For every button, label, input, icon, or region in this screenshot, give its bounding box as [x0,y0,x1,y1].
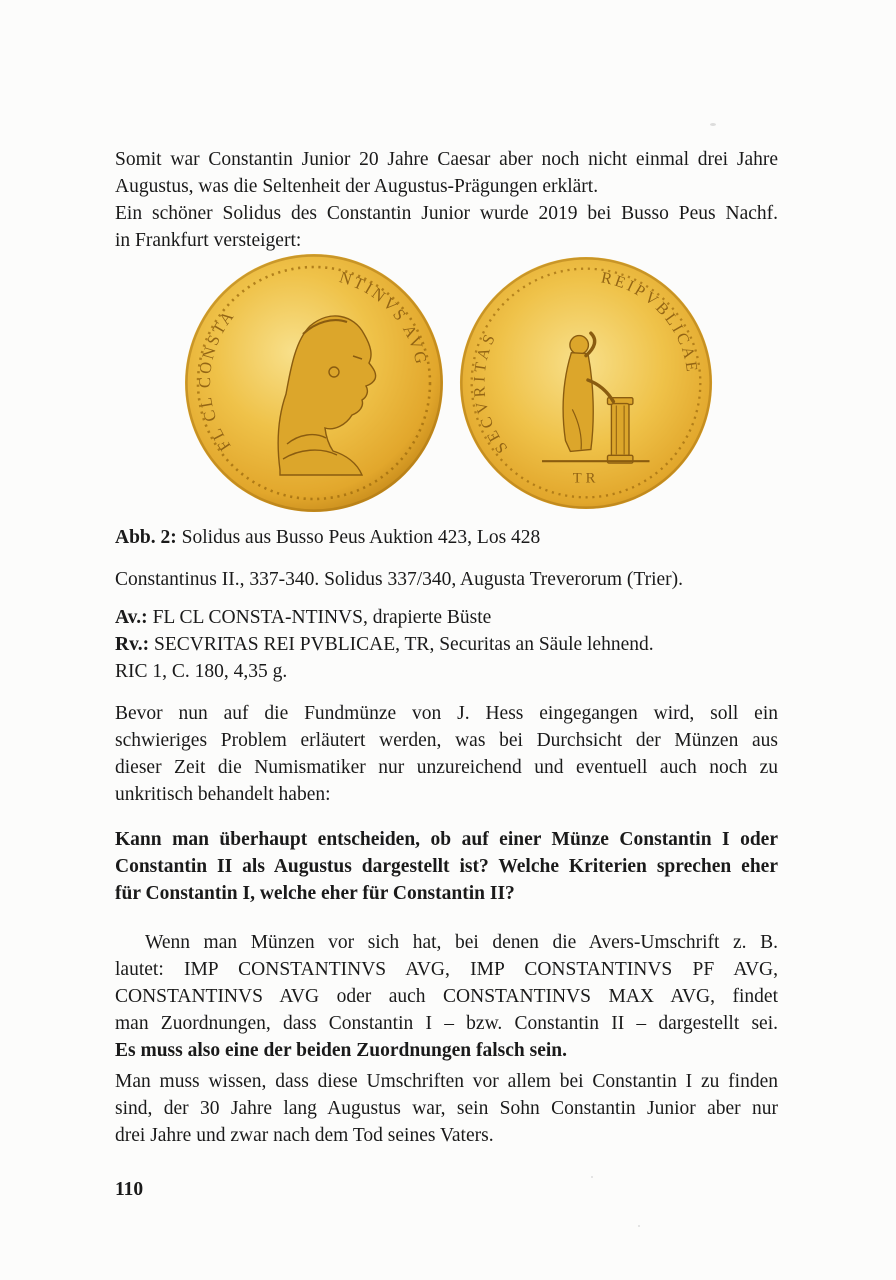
coin-description [115,566,778,593]
paragraph-question [115,826,778,907]
figure-head [570,336,589,355]
obverse-legend-right: NTINVS AVG [337,267,432,368]
caption-line [115,631,778,658]
text-line: für Constantin I, welche eher für Constantin II? [115,883,515,904]
text-line: Ein schöner Solidus des Constantin Junior wurde 2019 bei Busso Peus Nachf. [115,203,778,224]
text-line: CONSTANTINVS AVG oder auch CONSTANTINVS MAX AVG, findet [115,986,778,1007]
caption-line: RIC 1, C. 180, 4,35 g. [115,661,288,682]
text-line: unkritisch behandelt haben: [115,784,331,805]
text-line: drei Jahre und zwar nach dem Tod seines Vaters. [115,1125,494,1146]
text-line: lautet: IMP CONSTANTINVS AVG, IMP CONSTANTINVS PF AVG, [115,959,778,980]
text-line: Wenn man Münzen vor sich hat, bei denen die Avers-Umschrift z. B. [145,932,778,953]
text-line: dieser Zeit die Numismatiker nur unzureichend und eventuell auch noch zu [115,757,778,778]
coin-reverse-image [457,255,715,511]
rv-label: Rv.: [115,634,150,655]
text-line: Bevor nun auf die Fundmünze von J. Hess eingegangen wird, soll ein [115,703,778,724]
caption-abb-text: Solidus aus Busso Peus Auktion 423, Los 428 [176,527,541,548]
scan-speck [710,123,716,126]
text-line-bold: Es muss also eine der beiden Zuordnungen falsch sein. [115,1040,568,1061]
mintmark-exergue: TR [572,470,600,487]
text-line: in Frankfurt versteigert: [115,230,302,251]
reverse-legend-left: SECVRITAS [471,328,512,457]
caption-line [115,524,778,551]
text-line: man Zuordnungen, dass Constantin I – bzw. Constantin II – dargestellt sei. [115,1013,778,1034]
coin-obverse-image [183,252,445,514]
reverse-legend-right: REIPVBLICAE [599,269,701,376]
obverse-legend-left: FL CL CONSTA [194,305,239,455]
text-line: Kann man überhaupt entscheiden, ob auf einer Münze Constantin I oder [115,829,778,850]
page-number-text: 110 [115,1179,144,1200]
scan-speck [638,1225,640,1227]
caption-abb-label: Abb. 2: [115,527,177,548]
coin-legend-description [115,604,778,685]
av-label: Av.: [115,607,148,628]
caption-line: Constantinus II., 337-340. Solidus 337/340, Augusta Treverorum (Trier). [115,569,684,590]
text-line: sind, der 30 Jahre lang Augustus war, sein Sohn Constantin Junior aber nur [115,1098,778,1119]
rv-text: SECVRITAS REI PVBLICAE, TR, Securitas an Säule lehnend. [149,634,654,655]
text-line: Constantin II als Augustus dargestellt ist? Welche Kriterien sprechen eher [115,856,778,877]
av-text: FL CL CONSTA-NTINVS, drapierte Büste [147,607,492,628]
text-line: Man muss wissen, dass diese Umschriften vor allem bei Constantin I zu finden [115,1071,778,1092]
figure-body [563,353,593,452]
text-line: Somit war Constantin Junior 20 Jahre Caesar aber noch nicht einmal drei Jahre [115,149,778,170]
paragraph-wenn [115,929,778,1064]
scan-speck [591,1176,593,1178]
page-number [115,1176,778,1203]
coin-photographs [183,250,715,516]
caption-line [115,604,778,631]
paragraph-man [115,1068,778,1149]
intro-paragraph [115,146,778,254]
paragraph-bevor [115,700,778,808]
text-line: schwieriges Problem erläutert werden, was bei Durchsicht der Münzen aus [115,730,778,751]
text-line: Augustus, was die Seltenheit der Augustus-Prägungen erklärt. [115,176,599,197]
figure-caption [115,524,778,551]
column-shaft [611,404,629,457]
